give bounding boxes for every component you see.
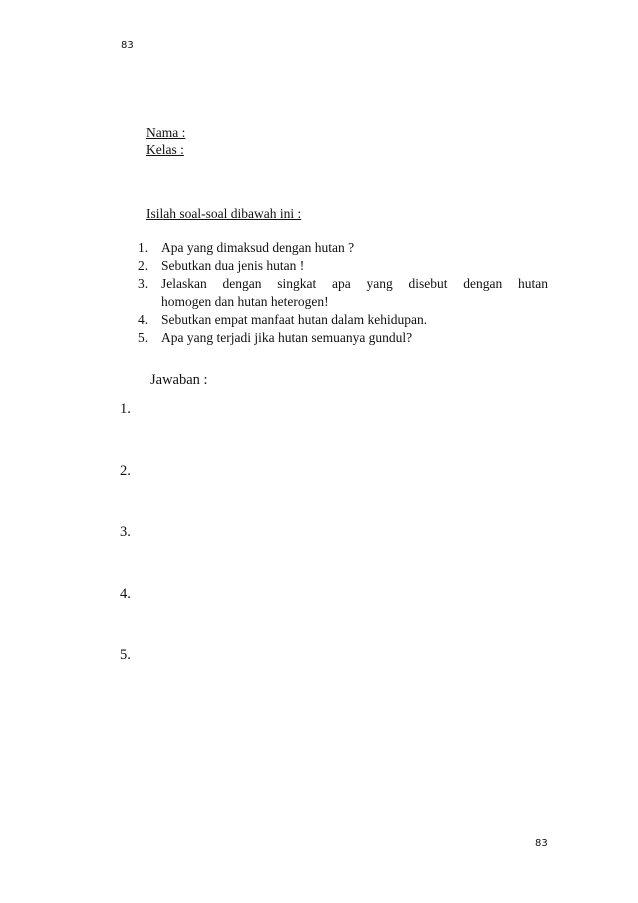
question-item: [138, 239, 548, 257]
class-field-label: Kelas :: [146, 142, 184, 157]
question-text: Apa yang terjadi jika hutan semuanya gundul?: [161, 330, 413, 345]
question-number: 2.: [138, 258, 149, 273]
question-item: [138, 329, 548, 347]
question-text: Sebutkan dua jenis hutan !: [161, 258, 305, 273]
answer-number: 5.: [120, 647, 131, 663]
answer-number: 3.: [120, 524, 131, 540]
question-item: [138, 311, 548, 329]
question-item: [138, 275, 548, 311]
answer-number: 4.: [120, 586, 131, 602]
question-item: [138, 257, 548, 275]
question-text: Sebutkan empat manfaat hutan dalam kehidupan.: [161, 312, 428, 327]
question-number: 4.: [138, 312, 149, 327]
name-field-label: Nama :: [146, 125, 186, 140]
question-text: Apa yang dimaksud dengan hutan ?: [161, 240, 355, 255]
question-text-line-1: Jelaskan dengan singkat apa yang disebut dengan hutan: [161, 276, 548, 291]
page-number-top: 83: [121, 40, 134, 51]
answer-number: 1.: [120, 401, 131, 417]
page-number-bottom: 83: [535, 838, 548, 849]
answer-number: 2.: [120, 463, 131, 479]
question-text-line-2: homogen dan hutan heterogen!: [161, 294, 329, 309]
instruction-heading: Isilah soal-soal dibawah ini :: [146, 206, 302, 221]
question-list: [138, 239, 548, 347]
question-number: 1.: [138, 240, 149, 255]
question-number: 3.: [138, 276, 149, 291]
answers-heading: Jawaban :: [150, 372, 208, 388]
question-number: 5.: [138, 330, 149, 345]
